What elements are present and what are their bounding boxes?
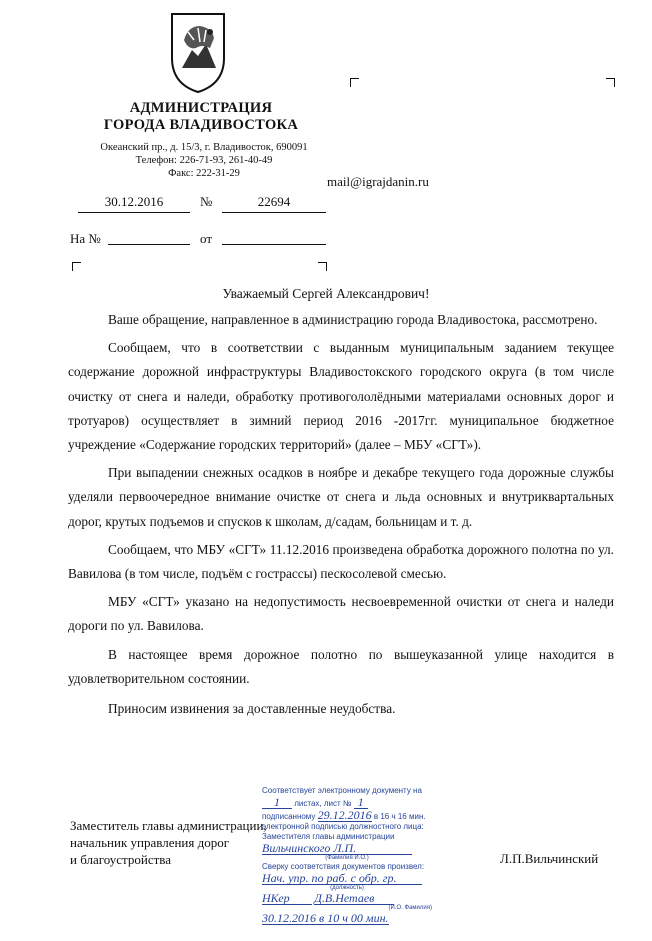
- stamp-checker-name-caption: (И.О. Фамилия): [388, 905, 432, 911]
- stamp-checker-row: [262, 892, 432, 905]
- paragraph: В настоящее время дорожное полотно по вышеуказанной улице находится в удовлетворительном состоянии.: [68, 646, 614, 686]
- org-phone: Телефон: 226-71-93, 261-40-49: [135, 155, 273, 166]
- paragraph: Приносим извинения за доставленные неудобства.: [108, 701, 396, 717]
- signatory-title: [70, 817, 267, 868]
- organization-name: [96, 100, 306, 134]
- outgoing-number-label: №: [200, 194, 213, 209]
- paragraph: Сообщаем, что в соответствии с выданным муниципальным заданием текущее содержание дорожной инфраструктуры Владивостокского городского округа (в том числе очистку от снега и наледи, обработку противогололёдными материалами основных дорог и тротуаров) осуществляет в зимний период 2016 -2017гг. муниципальное бюджетное учреждение «Содержание городских территорий» (далее – МБУ «СГТ»).: [68, 340, 614, 453]
- stamp-signed-time: в 16 ч 16 мин.: [373, 812, 426, 821]
- stamp-checker-position: Нач. упр. по раб. с обр. гр.: [262, 872, 422, 885]
- stamp-checker-name: Д.В.Нетаев: [314, 892, 394, 905]
- signatory-name: Л.П.Вильчинский: [500, 851, 599, 866]
- stamp-line-5: Сверку соответствия документов произвел:: [262, 862, 425, 871]
- paragraph: МБУ «СГТ» указано на недопустимость несвоевременной очистки от снега и наледи дороги по ул. Вавилова.: [68, 594, 614, 634]
- signatory-title-line-2: начальник управления дорог: [70, 835, 230, 850]
- stamp-signed-date: 29.12.2016: [317, 808, 372, 822]
- org-address: Океанский пр., д. 15/3, г. Владивосток, 690091: [100, 142, 308, 153]
- stamp-checker-signature: НКер: [262, 892, 312, 905]
- tiger-coat-of-arms-icon: [168, 10, 228, 94]
- paragraph: Ваше обращение, направленное в администрацию города Владивостока, рассмотрено.: [108, 312, 598, 327]
- stamp-signed-label: подписанному: [262, 812, 316, 821]
- reference-number-field: [108, 229, 190, 245]
- salutation: Уважаемый Сергей Александрович!: [222, 286, 430, 301]
- stamp-line-1: Соответствует электронному документу на: [262, 786, 422, 795]
- stamp-line-3: электронной подписью должностного лица:: [262, 822, 424, 831]
- verification-stamp: [262, 786, 432, 926]
- letter-body: [68, 308, 614, 725]
- stamp-sheets-count: 1: [262, 796, 292, 809]
- paragraph: Сообщаем, что МБУ «СГТ» 11.12.2016 произведена обработка дорожного полотна по ул. Вавилова (в том числе, подъём с гострассы) пескосолевой смесью.: [68, 541, 614, 582]
- stamp-check-date: 30.12.2016 в 10 ч 00 мин.: [262, 911, 389, 925]
- recipient-corner-top-left: [350, 78, 359, 87]
- reference-number-label: На №: [70, 231, 101, 246]
- outgoing-date: 30.12.2016: [78, 192, 190, 213]
- stamp-sheet-number: 1: [354, 796, 368, 809]
- outgoing-number: 22694: [222, 192, 326, 213]
- org-name-line-2: ГОРОДА ВЛАДИВОСТОКА: [103, 117, 299, 133]
- stamp-signer-caption: (Фамилия И.О.): [325, 855, 369, 861]
- stamp-signer: Вильчинского Л.П.: [262, 842, 412, 855]
- stamp-checker-caption: (должность): [330, 885, 364, 891]
- recipient-email: mail@igrajdanin.ru: [327, 174, 429, 189]
- org-name-line-1: АДМИНИСТРАЦИЯ: [129, 100, 273, 116]
- recipient-corner-top-right: [606, 78, 615, 87]
- reference-date-label: от: [200, 231, 213, 246]
- stamp-signed-row: [262, 809, 432, 822]
- paragraph: При выпадении снежных осадков в ноябре и декабре текущего года дорожные службы уделяли первоочередное внимание очистке от снега и льда основных и внутриквартальных дорог, крутых подъемов и спусков к школам, д/садам, больницам и т. д.: [68, 465, 614, 529]
- signatory-title-line-1: Заместитель главы администрации,: [70, 818, 267, 833]
- subject-corner-top-left: [72, 262, 81, 271]
- stamp-sheets-label: листах, лист №: [294, 799, 352, 808]
- signatory-title-line-3: и благоустройства: [70, 852, 172, 867]
- organization-contacts: [86, 141, 322, 180]
- subject-corner-top-right: [318, 262, 327, 271]
- reference-date-field: [222, 229, 326, 245]
- stamp-line-4: Заместителя главы администрации: [262, 832, 395, 841]
- org-fax: Факс: 222-31-29: [168, 168, 240, 179]
